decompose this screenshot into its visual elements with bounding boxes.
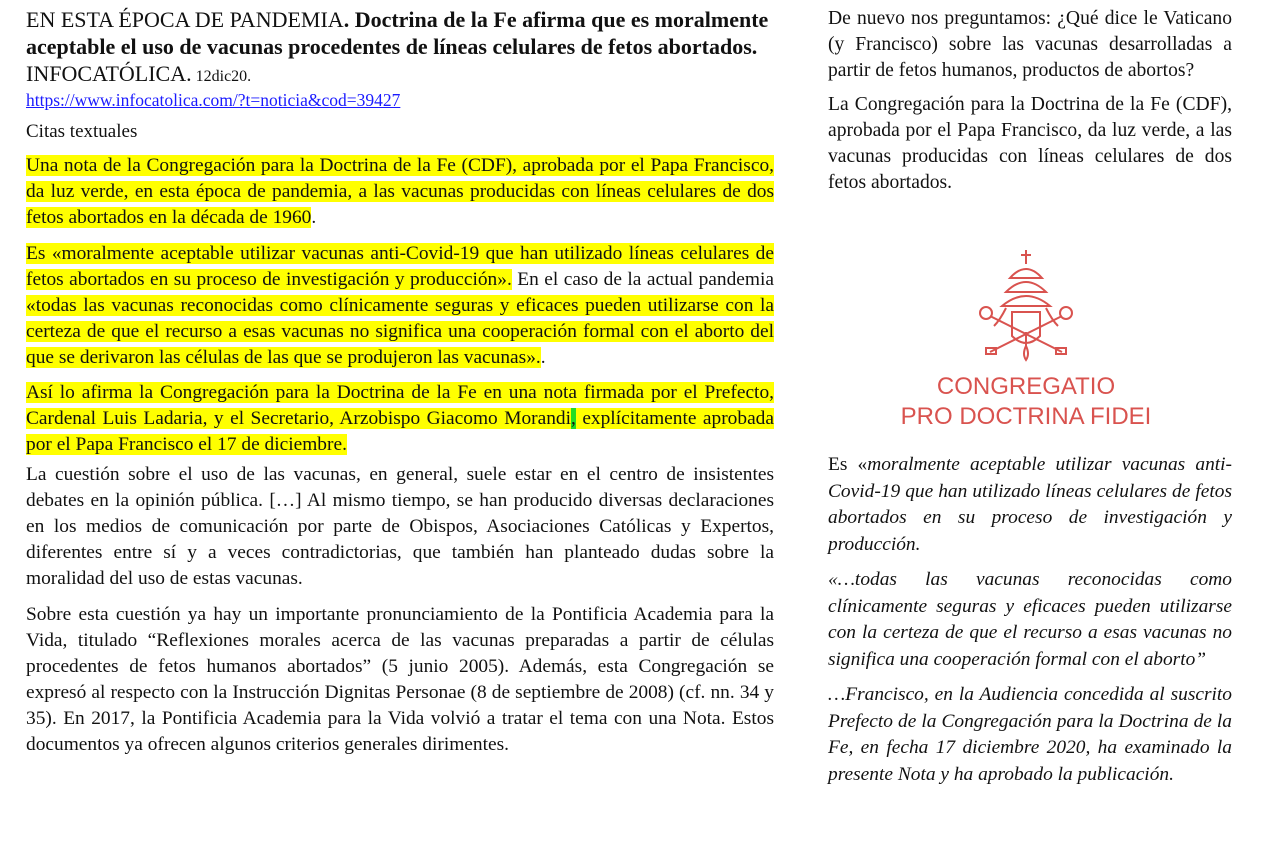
right-question: De nuevo nos preguntamos: ¿Qué dice le Vaticano (y Francisco) sobre las vacunas desarrolladas a partir de fetos humanos, productos de abortos? xyxy=(828,8,1232,81)
quote-3: …Francisco, en la Audiencia concedida al suscrito Prefecto de la Congregación para la Doctrina de la Fe, en fecha 17 diciembre 2020, ha examinado la presente Nota y ha aprobado la publicación. xyxy=(828,684,1232,785)
quote-2: «…todas las vacunas reconocidas como clínicamente seguras y eficaces pueden utilizarse con la certeza de que el recurso a esas vacunas no significa una cooperación formal con el aborto” xyxy=(828,569,1232,670)
title-date: 12dic20. xyxy=(191,68,252,85)
cdf-seal-logo xyxy=(872,246,1180,432)
citas-label: Citas textuales xyxy=(26,121,138,142)
right-column xyxy=(828,6,1232,196)
title-bold: . Doctrina de la Fe afirma que es moralmente aceptable el uso de vacunas procedentes de líneas celulares de fetos abortados. xyxy=(26,7,769,59)
paragraph-2: Es «moralmente aceptable utilizar vacunas anti-Covid-19 que han utilizado líneas celulares de fetos abortados en su proceso de investigación y producción». En el caso de la actual pandemia «todas las vacunas reconocidas como clínicamente seguras y eficaces pueden utilizarse con la certeza de que el recurso a esas vacunas no significa una cooperación formal con el aborto del que se derivaron las células de las que se produjeron las vacunas».. xyxy=(26,243,774,368)
paragraph-5: Sobre esta cuestión ya hay un importante pronunciamiento de la Pontificia Academia para la Vida, titulado “Reflexiones morales acerca de las vacunas preparadas a partir de células procedentes de fetos humanos abortados” (5 junio 2005). Además, esta Congregación se expresó al respecto con la Instrucción Dignitas Personae (8 de septiembre de 2008) (cf. nn. 34 y 35). En 2017, la Pontificia Academia para la Vida volvió a tratar el tema con una Nota. Estos documentos ya ofrecen algunos criterios generales dirimentes. xyxy=(26,604,774,755)
paragraph-1: Una nota de la Congregación para la Doctrina de la Fe (CDF), aprobada por el Papa Francisco, da luz verde, en esta época de pandemia, a las vacunas producidas con líneas celulares de dos fetos abortados en la década de 1960. xyxy=(26,155,774,228)
article-link[interactable]: https://www.infocatolica.com/?t=noticia&cod=39427 xyxy=(26,90,401,110)
title-plain: EN ESTA ÉPOCA DE PANDEMIA xyxy=(26,7,344,32)
left-column xyxy=(26,6,774,758)
seal-line-1: CONGREGATIO xyxy=(936,373,1116,400)
title-source: INFOCATÓLICA. xyxy=(26,61,192,86)
seal-line-2: PRO DOCTRINA FIDEI xyxy=(900,403,1152,430)
papal-coat-of-arms-icon xyxy=(980,250,1072,360)
quote-1: Es «moralmente aceptable utilizar vacunas anti-Covid-19 que han utilizado líneas celulares de fetos abortados en su proceso de investigación y producción. xyxy=(828,454,1232,555)
right-quotes xyxy=(828,452,1232,788)
article-title xyxy=(26,6,774,90)
paragraph-3: Así lo afirma la Congregación para la Doctrina de la Fe en una nota firmada por el Prefecto, Cardenal Luis Ladaria, y el Secretario, Arzobispo Giacomo Morandi, explícitamente aprobada por el Papa Francisco el 17 de diciembre. xyxy=(26,382,774,455)
paragraph-4: La cuestión sobre el uso de las vacunas, en general, suele estar en el centro de insistentes debates en la opinión pública. […] Al mismo tiempo, se han producido diversas declaraciones en los medios de comunicación por parte de Obispos, Asociaciones Católicas y Expertos, diferentes entre sí y a veces contradictorias, que también han planteado dudas sobre la moralidad del uso de estas vacunas. xyxy=(26,464,774,589)
right-summary: La Congregación para la Doctrina de la Fe (CDF), aprobada por el Papa Francisco, da luz verde, a las vacunas producidas con líneas celulares de dos fetos abortados. xyxy=(828,94,1232,193)
